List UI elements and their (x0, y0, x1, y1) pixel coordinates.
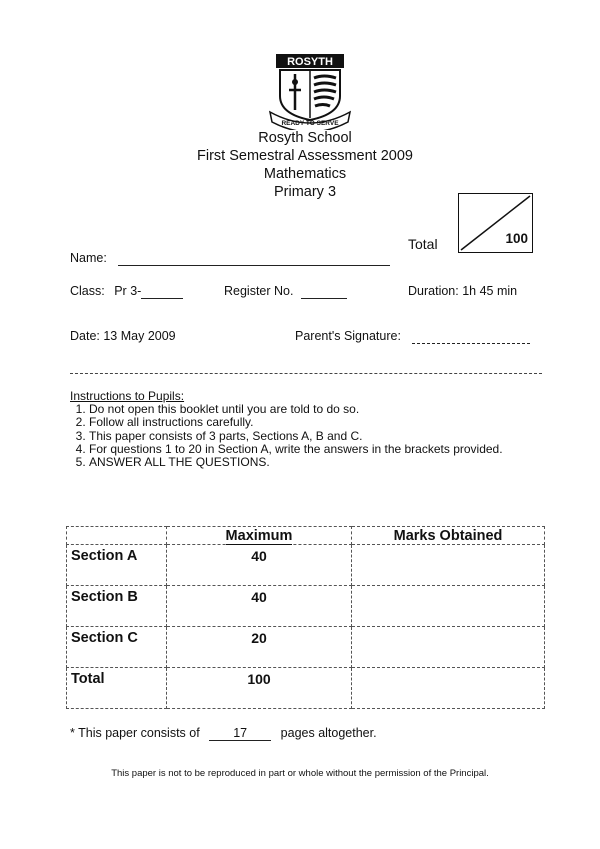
maximum-cell: 40 (167, 586, 352, 627)
total-label: Total (408, 236, 438, 252)
instructions-list (70, 403, 510, 469)
marks-obtained-cell[interactable] (352, 545, 545, 586)
date-text: Date: 13 May 2009 (70, 329, 176, 343)
duration-text: Duration: 1h 45 min (408, 284, 518, 298)
maximum-cell: 100 (167, 668, 352, 709)
register-row (224, 284, 347, 299)
subject-title: Mathematics (263, 166, 347, 182)
maximum-header-label: Maximum (225, 528, 293, 544)
header-cell-marks-obtained: Marks Obtained (352, 527, 545, 545)
marks-obtained-cell[interactable] (352, 668, 545, 709)
name-field[interactable] (118, 251, 390, 266)
page-count-value: 17 (209, 726, 271, 741)
logo-motto-text: READY TO SERVE (281, 120, 339, 127)
table-row (67, 545, 545, 586)
instruction-item: 4. For questions 1 to 20 in Section A, write the answers in the brackets provided. (89, 443, 510, 456)
page-count-suffix: pages altogether. (280, 726, 377, 740)
table-header-row (67, 527, 545, 545)
maximum-cell: 20 (167, 627, 352, 668)
class-field[interactable] (141, 284, 183, 299)
signature-field[interactable] (412, 329, 530, 344)
instruction-item: 3. This paper consists of 3 parts, Sections A, B and C. (89, 430, 510, 443)
section-name-cell: Section B (67, 586, 167, 627)
instruction-item: 5. ANSWER ALL THE QUESTIONS. (89, 456, 510, 469)
total-score-box (458, 193, 533, 253)
section-divider (70, 373, 542, 374)
table-row (67, 668, 545, 709)
instructions-heading: Instructions to Pupils: (70, 389, 185, 403)
section-name-cell: Total (67, 668, 167, 709)
name-row (70, 251, 390, 266)
instructions-block (70, 390, 510, 469)
instruction-item: 1. Do not open this booklet until you are told to do so. (89, 403, 510, 416)
header-cell-blank (67, 527, 167, 545)
class-value: Pr 3- (114, 284, 142, 298)
school-crest-logo (268, 52, 352, 130)
table-row (67, 627, 545, 668)
table-row (67, 586, 545, 627)
level-title: Primary 3 (273, 184, 337, 200)
marks-table (66, 526, 545, 709)
maximum-cell: 40 (167, 545, 352, 586)
assessment-title: First Semestral Assessment 2009 (197, 148, 413, 164)
signature-row (295, 329, 530, 344)
instruction-item: 2. Follow all instructions carefully. (89, 416, 510, 429)
class-row (70, 284, 183, 299)
page-count-line (70, 726, 377, 741)
total-max-value: 100 (505, 231, 528, 246)
register-label: Register No. (224, 284, 294, 298)
marks-obtained-cell[interactable] (352, 627, 545, 668)
page-count-prefix: * This paper consists of (70, 726, 200, 740)
section-name-cell: Section A (67, 545, 167, 586)
marks-obtained-cell[interactable] (352, 586, 545, 627)
register-field[interactable] (301, 284, 347, 299)
name-label: Name: (70, 251, 107, 265)
header-cell-maximum (167, 527, 352, 545)
signature-label: Parent's Signature: (295, 329, 401, 343)
copyright-notice: This paper is not to be reproduced in part or whole without the permission of the Principal. (111, 768, 489, 779)
school-name: Rosyth School (258, 130, 352, 146)
class-label: Class: (70, 284, 105, 298)
section-name-cell: Section C (67, 627, 167, 668)
logo-title-text: ROSYTH (287, 56, 333, 68)
